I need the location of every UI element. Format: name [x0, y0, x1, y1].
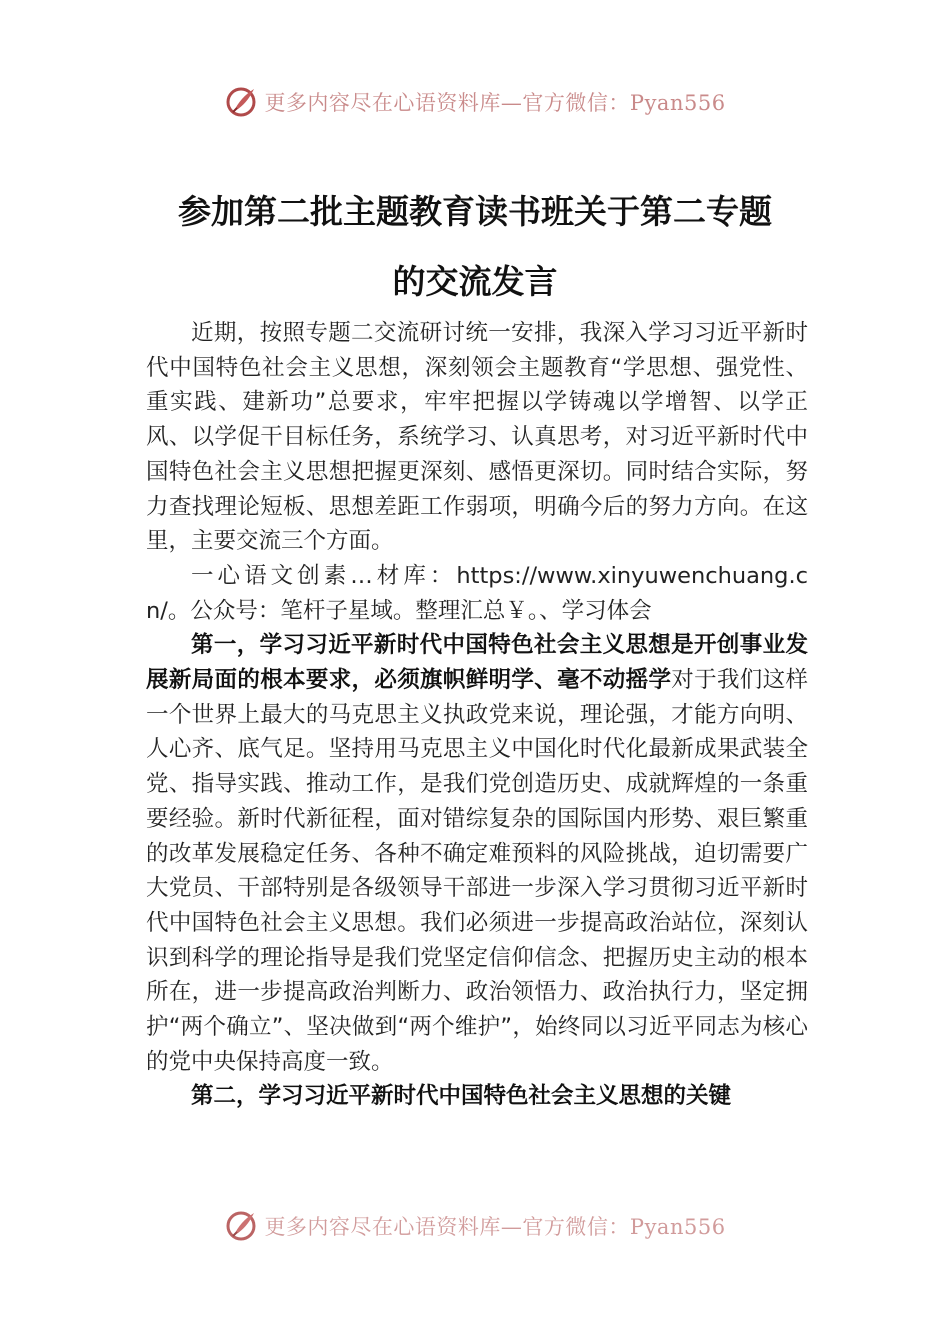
intro-paragraph: 近期，按照专题二交流研讨统一安排，我深入学习习近平新时代中国特色社会主义思想，深刻领会主题教育“学思想、强党性、重实践、建新功”总要求，牢牢把握以学铸魂以学增智、以学正风、以学促干目标任务，系统学习、认真思考，对习近平新时代中国特色社会主义思想把握更深刻、感悟更深切。同时结合实际，努力查找理论短板、思想差距工作弱项，明确今后的努力方向。在这里，主要交流三个方面。: [146, 320, 808, 555]
point-1-body: 对于我们这样一个世界上最大的马克思主义执政党来说，理论强，才能方向明、人心齐、底气足。坚持用马克思主义中国化时代化最新成果武装全党、指导实践、推动工作，是我们党创造历史、成就辉煌的一条重要经验。新时代新征程，面对错综复杂的国际国内形势、艰巨繁重的改革发展稳定任务、各种不确定难预料的风险挑战，迫切需要广大党员、干部特别是各级领导干部进一步深入学习贯彻习近平新时代中国特色社会主义思想。我们必须进一步提高政治站位，深刻认识到科学的理论指导是我们党坚定信仰信念、把握历史主动的根本所在，进一步提高政治判断力、政治领悟力、政治执行力，坚定拥护“两个确立”、坚决做到“两个维护”，始终同以习近平同志为核心的党中央保持高度一致。: [146, 667, 808, 1075]
document-title-line-2: 的交流发言: [392, 262, 558, 301]
quill-logo-icon: [224, 1209, 258, 1243]
quill-logo-icon: [224, 85, 258, 119]
watermark-text: 更多内容尽在心语资料库—官方微信：Pyan556: [264, 1215, 726, 1239]
source-note-paragraph: 一心语文创素…材库：https://www.xinyuwenchuang.cn/。公众号：笔杆子星域。整理汇总￥。、学习体会: [146, 562, 808, 624]
watermark-banner-top: [0, 82, 950, 122]
point-1-heading: 第一，学习习近平新时代中国特色社会主义思想是开创事业发展新局面的根本要求，必须旗帜鲜明学、毫不动摇学: [146, 632, 808, 694]
document-title-line-1: 参加第二批主题教育读书班关于第二专题: [178, 192, 772, 231]
point-1-paragraph: [146, 628, 808, 1079]
watermark-text: 更多内容尽在心语资料库—官方微信：Pyan556: [264, 91, 726, 115]
document-body: [146, 316, 808, 1114]
watermark-banner-bottom: [0, 1206, 950, 1246]
point-2-heading: 第二，学习习近平新时代中国特色社会主义思想的关键: [191, 1083, 732, 1110]
